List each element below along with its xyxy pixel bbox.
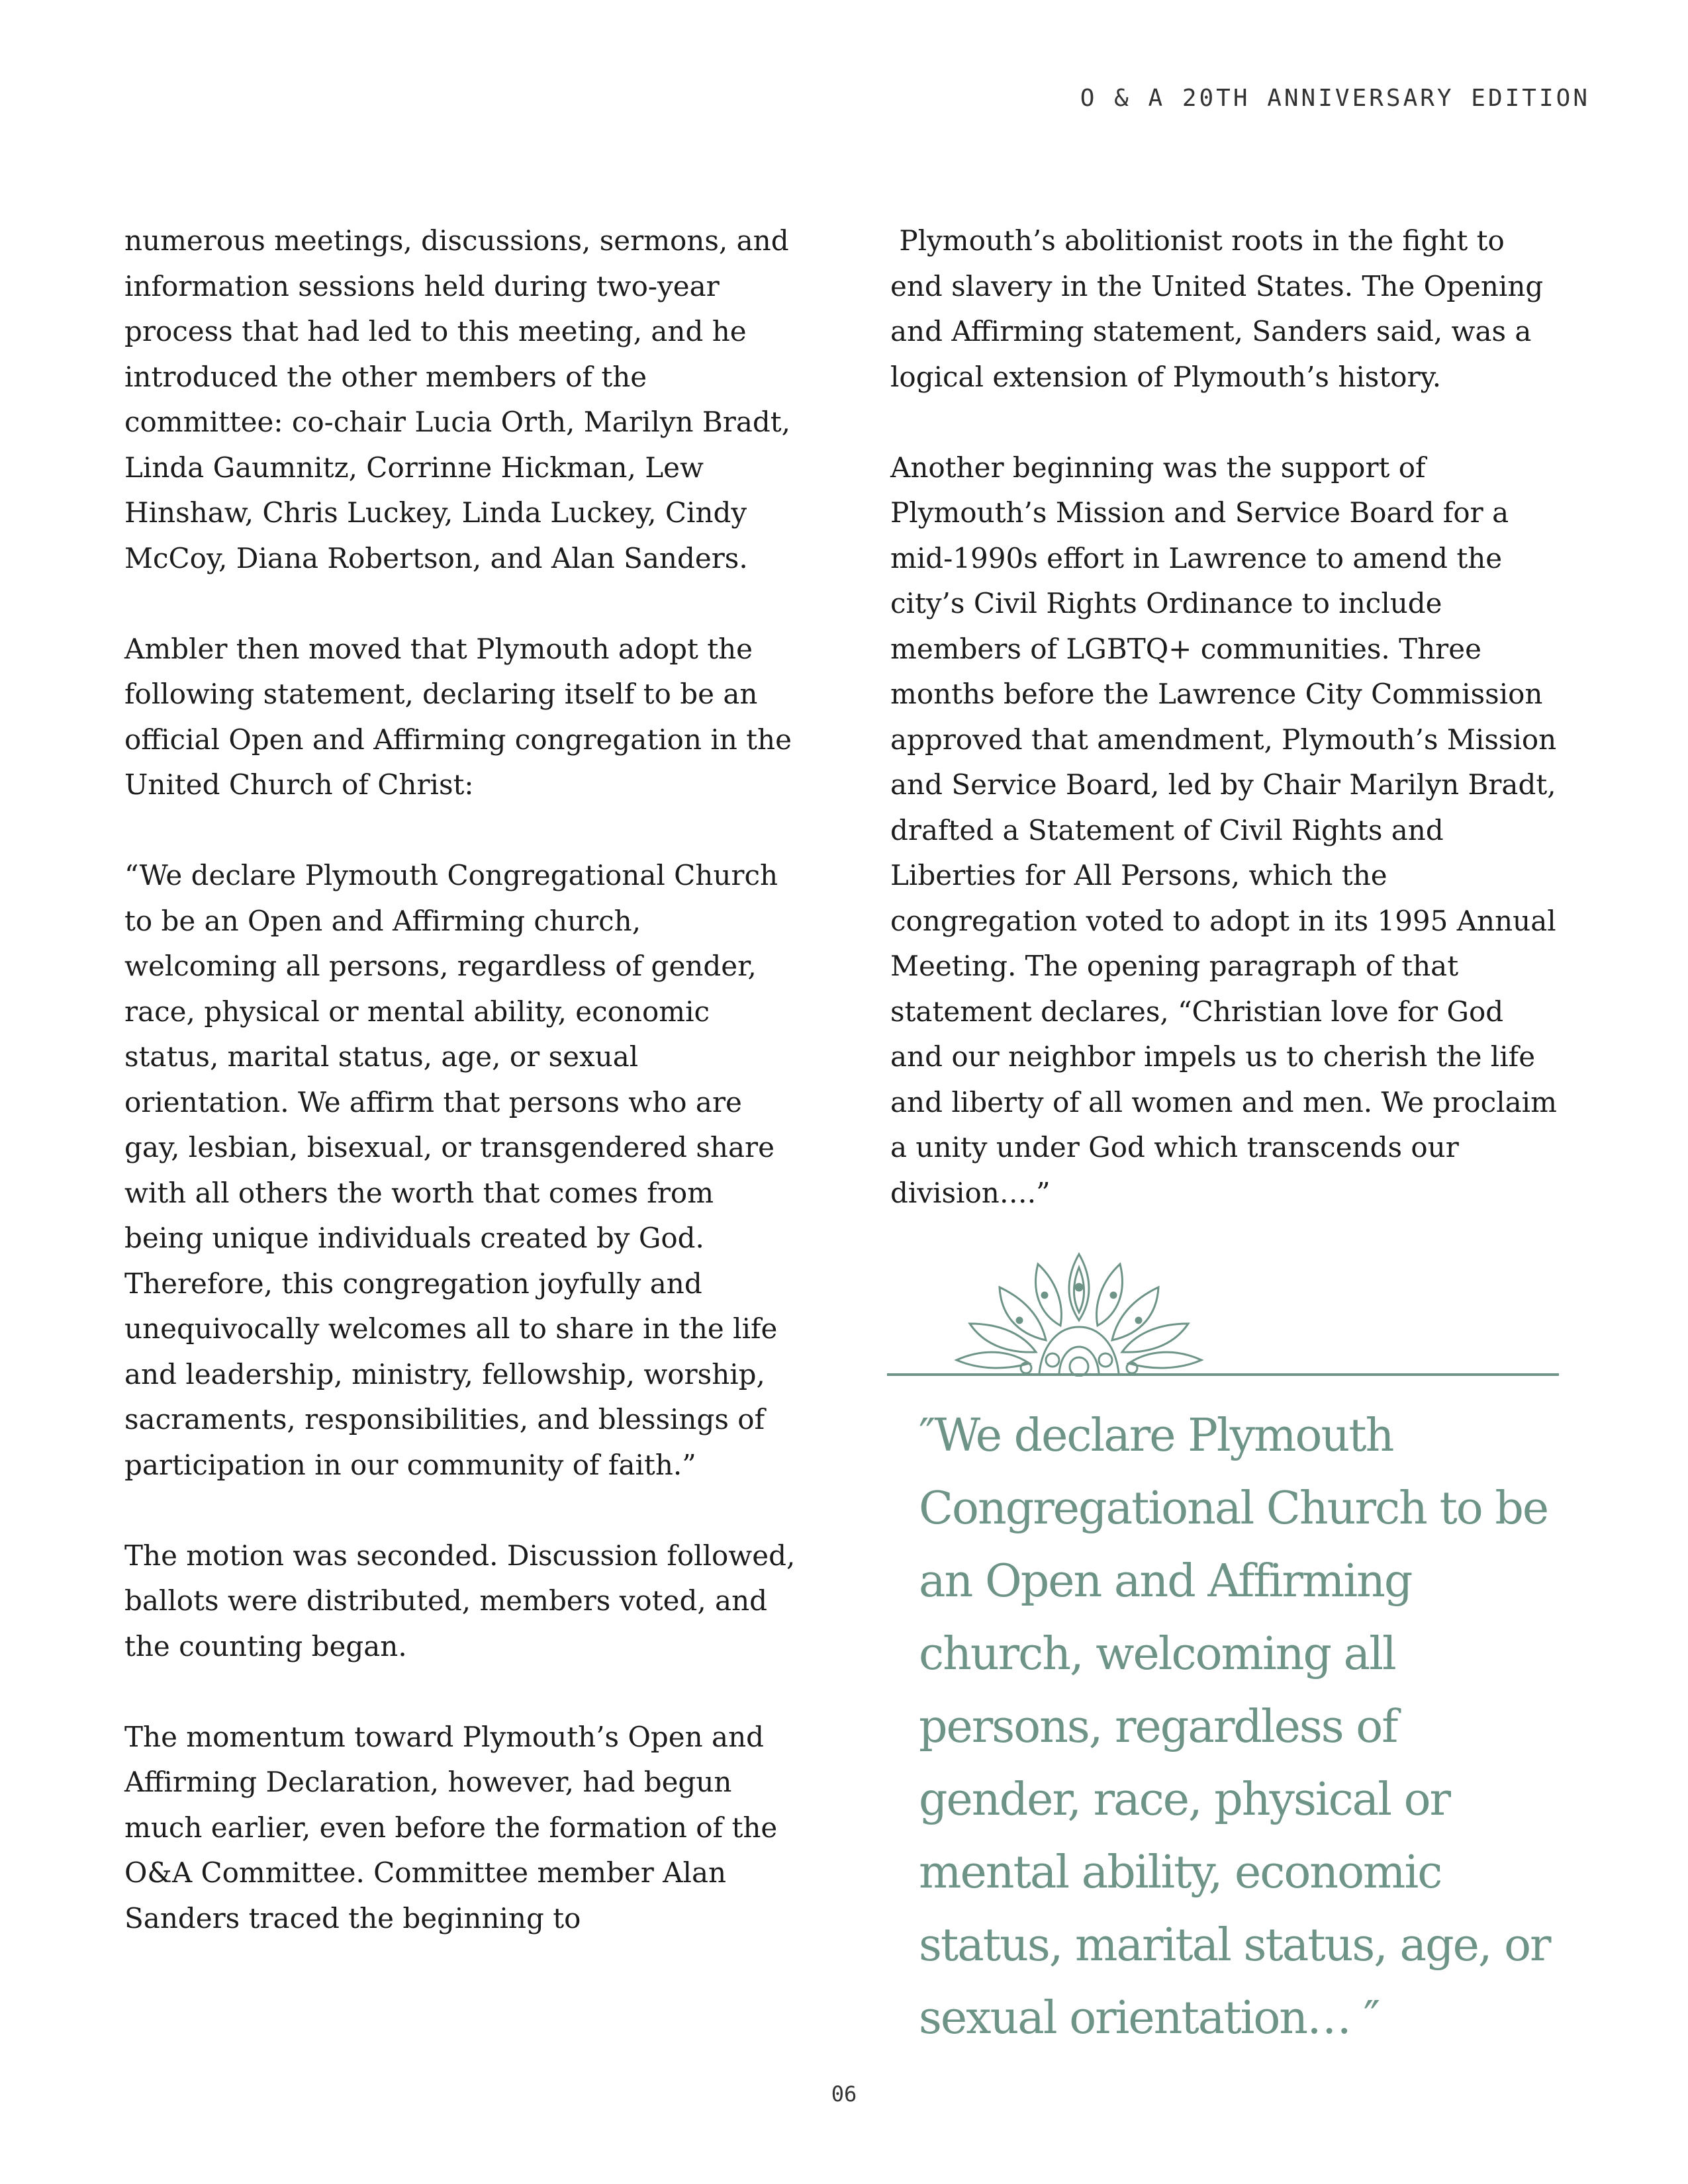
pull-quote: ″We declare Plymouth Congregational Church to be an Open and Affirming church, welcoming all persons, regardless of gender, race, physical or mental ability, economic status, marital status, age, or sexual orientation… ″ [919,1410,1550,2044]
body-paragraph: The momentum toward Plymouth’s Open and Affirming Declaration, however, had begun much earlier, even before the formation of the O&A Committee. Committee member Alan Sanders traced the beginning to [124,1720,778,1934]
body-paragraph: Ambler then moved that Plymouth adopt the following statement, declaring itself to be an official Open and Affirming congregation in the United Church of Christ: [124,632,792,801]
body-paragraph: numerous meetings, discussions, sermons, and information sessions held during two-year process that had led to this meeting, and he introduced the other members of the committee: co-chair Lucia Orth, Marilyn Bradt, Linda Gaumnitz, Corrinne Hickman, Lew Hinshaw, Chris Luckey, Linda Luckey, Cindy McCoy, Diana Robertson, and Alan Sanders. [124,224,790,574]
body-paragraph: Another beginning was the support of Plymouth’s Mission and Service Board for a mid-1990s effort in Lawrence to amend the city’s Civil Rights Ordinance to include members of LGBTQ+ communities. Three months before the Lawrence City Commission approved that amendment, Plymouth’s Mission and Service Board, led by Chair Marilyn Bradt, drafted a Statement of Civil Rights and Liberties for All Persons, which the congregation voted to adopt in its 1995 Annual Meeting. The opening paragraph of that statement declares, “Christian love for God and our neighbor impels us to cherish the life and liberty of all women and men. We proclaim a unity under God which transcends our division….” [890,451,1557,1209]
section-divider [887,1373,1559,1376]
running-header: O & A 20TH ANNIVERSARY EDITION [1080,85,1590,112]
declaration-paragraph: “We declare Plymouth Congregational Church to be an Open and Affirming church, welcoming all persons, regardless of gender, race, physical or mental ability, economic status, marital status, age, or sexual orientation. We affirm that persons who are gay, lesbian, bisexual, or transgendered share with all others the worth that comes from being unique individuals created by God. Therefore, this congregation joyfully and unequivocally welcomes all to share in the life and leadership, ministry, fellowship, worship, sacraments, responsibilities, and blessings of participation in our community of faith.” [124,859,778,1481]
body-paragraph: Plymouth’s abolitionist roots in the fight to end slavery in the United States. The Opening and Affirming statement, Sanders said, was a logical extension of Plymouth’s history. [890,224,1552,393]
page-number: 06 [831,2081,857,2107]
left-column [124,218,800,1941]
right-column [890,218,1559,1216]
mandala-ornament-icon [953,1248,1205,1377]
body-paragraph: The motion was seconded. Discussion followed, ballots were distributed, members voted, and the counting began. [124,1539,796,1662]
